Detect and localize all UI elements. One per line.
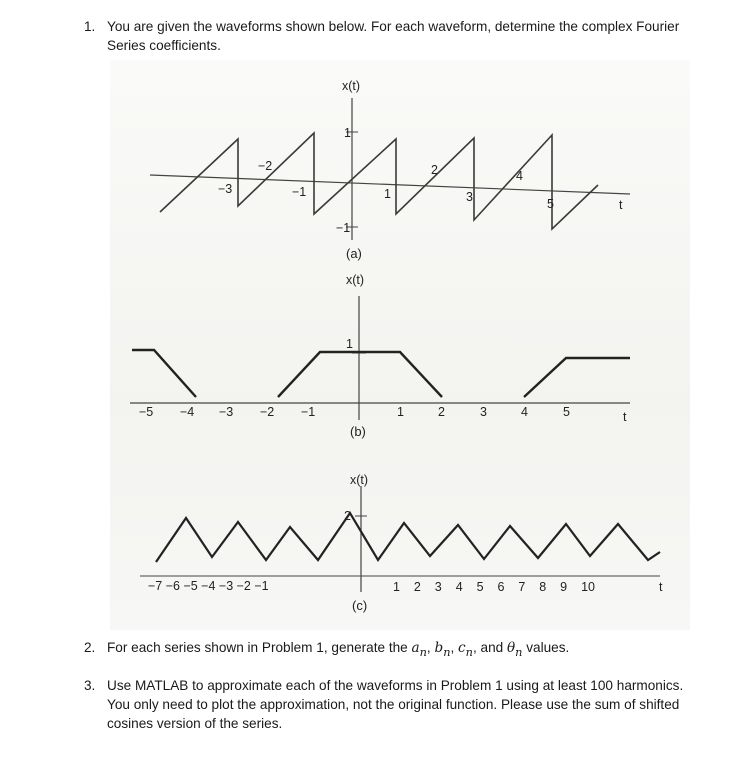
figure-b-wave-seg2 <box>278 352 442 397</box>
problem-text-after: values. <box>522 640 570 655</box>
figure-c-ticks-neg: −7 −6 −5 −4 −3 −2 −1 <box>148 579 269 593</box>
figure-a-label-2: 2 <box>431 163 438 177</box>
symbol-c: c <box>458 640 466 656</box>
figure-b-caption: (b) <box>350 424 366 439</box>
figure-a-tlabel: t <box>619 198 623 212</box>
figure-a-label-5: 5 <box>547 197 554 211</box>
problem-number: 1. <box>84 19 96 34</box>
figure-b-wave-seg1 <box>132 350 196 397</box>
figure-b-ytick: 1 <box>346 337 353 351</box>
figure-b-tlabel: t <box>623 410 627 424</box>
symbol-theta: θ <box>506 640 516 656</box>
symbol-b: b <box>434 640 444 656</box>
figure-a-label-1: 1 <box>384 187 391 201</box>
figure-a-caption: (a) <box>346 246 362 261</box>
figure-c-ylabel: x(t) <box>350 473 369 487</box>
figure-a-label-neg1: −1 <box>292 185 307 199</box>
symbol-a: a <box>411 640 420 656</box>
figure-b-tick-neg5: −5 <box>139 405 154 419</box>
figure-b-tick-5: 5 <box>563 405 570 419</box>
figure-a-sawtooth-wave <box>160 133 598 229</box>
problem-text: Use MATLAB to approximate each of the waveforms in Problem 1 using at least 100 harmonics. You only need to plot the approximation, not the original function. Please use the sum of shifted cosines version of the series. <box>107 678 684 731</box>
figure-a <box>150 79 630 261</box>
problem-text: You are given the waveforms shown below. For each waveform, determine the complex Fourier Series coefficients. <box>107 19 680 53</box>
figure-a-ylabel: x(t) <box>342 79 361 93</box>
figure-b-tick-neg1: −1 <box>301 405 316 419</box>
figure-b-tick-3: 3 <box>480 405 487 419</box>
figure-a-label-4: 4 <box>516 169 523 183</box>
symbol-theta-sub: n <box>515 644 523 659</box>
symbol-b-sub: n <box>443 644 451 659</box>
figure-c <box>140 473 663 613</box>
separator: , and <box>472 640 507 655</box>
figure-b-tick-neg2: −2 <box>260 405 275 419</box>
symbol-a-sub: n <box>419 644 427 659</box>
figure-c-triangle-wave <box>156 513 660 562</box>
figure-b-tick-1: 1 <box>397 405 404 419</box>
figure-b-tick-neg4: −4 <box>180 405 195 419</box>
figure-b-tick-2: 2 <box>438 405 445 419</box>
problem-text <box>107 638 707 663</box>
problem-number: 2. <box>84 640 96 655</box>
problem-text-before: For each series shown in Problem 1, generate the <box>107 640 412 655</box>
figure-a-ytick-neg: −1 <box>336 221 351 235</box>
figure-b-tick-4: 4 <box>521 405 528 419</box>
figure-b-ylabel: x(t) <box>346 273 365 287</box>
figure-a-label-neg2: −2 <box>258 159 273 173</box>
figure-a-ytick-pos: 1 <box>344 126 351 140</box>
figure-a-label-3: 3 <box>466 190 473 204</box>
symbol-c-sub: n <box>465 644 473 659</box>
problem-number: 3. <box>84 678 96 693</box>
figure-b-wave-seg3 <box>524 358 630 397</box>
figure-b <box>130 273 630 439</box>
figure-b-tick-neg3: −3 <box>219 405 234 419</box>
figure-c-caption: (c) <box>352 598 368 613</box>
separator: , <box>426 640 435 655</box>
separator: , <box>450 640 459 655</box>
figure-c-ytick: 2 <box>344 509 351 523</box>
figure-a-label-neg3: −3 <box>218 182 233 196</box>
figure-c-tlabel: t <box>659 580 663 594</box>
figure-c-ticks-pos: 1 2 3 4 5 6 7 8 9 10 <box>393 580 595 594</box>
